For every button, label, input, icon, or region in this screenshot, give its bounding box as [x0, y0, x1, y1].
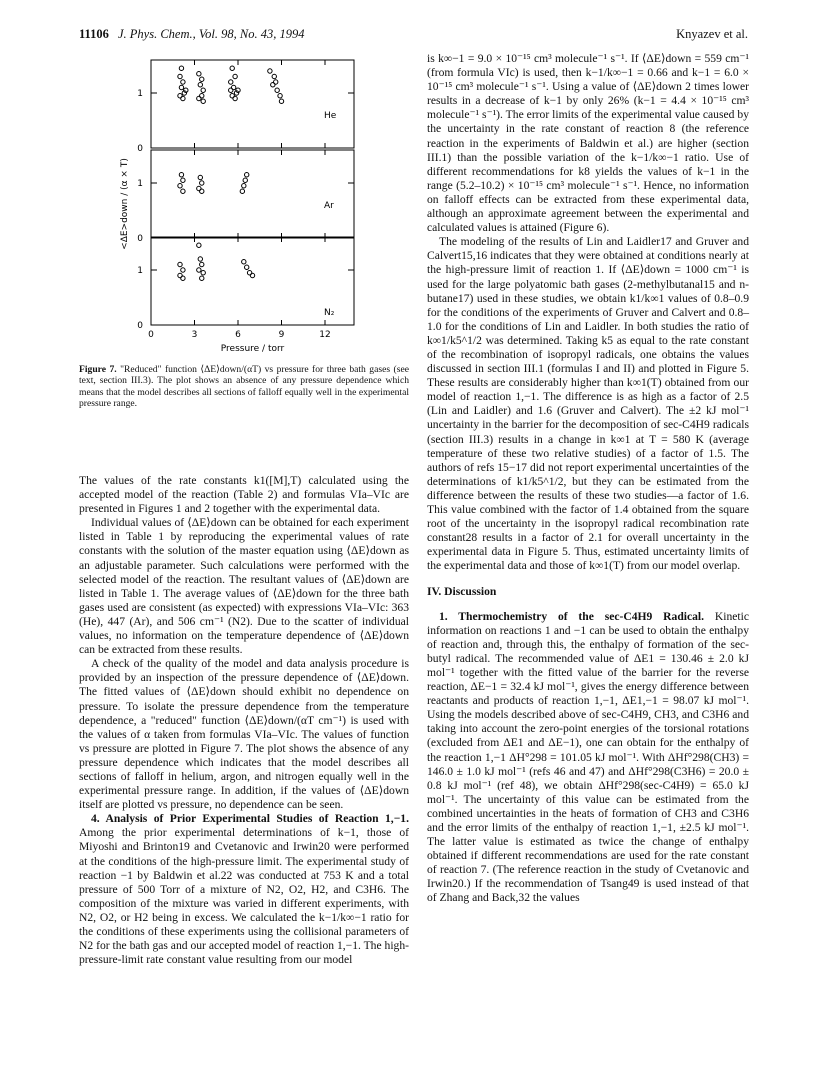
data-point: [242, 184, 246, 188]
journal-citation: J. Phys. Chem., Vol. 98, No. 43, 1994: [118, 27, 305, 41]
data-point: [201, 271, 205, 275]
data-point: [200, 276, 204, 280]
paragraph: A check of the quality of the model and data analysis procedure is provided by an inspection of the pressure dependence of ⟨ΔE⟩down. The fitted values of ⟨ΔE⟩down should exhibit no dependence on pressure. To isolate the pressure dependence from the temperature dependence, a "reduced" function ⟨ΔE⟩down/(αT cm⁻¹) is used with the values of α taken from formulas VIa–VIc. The values of function vs pressure are plotted in Figure 7. The plot shows the absence of any pressure dependence which indicates that the model describes all sections of falloff in helium, argon, and nitrogen equally well in the experimental pressure range. In addition, if the values of ⟨ΔE⟩down itself are plotted vs pressure, no dependence can be seen.: [79, 657, 409, 812]
data-point: [178, 184, 182, 188]
y-tick-label: 1: [137, 179, 143, 189]
data-point: [250, 273, 254, 277]
figure-caption-text: "Reduced" function ⟨ΔE⟩down/(αT) vs pressure for three bath gases (see text, section III.3). The plot shows an absence of any pressure dependence which means that the model describes all sections of falloff equally well in the experimental pressure range.: [79, 364, 409, 409]
data-point: [197, 243, 201, 247]
subsection-heading: 4. Analysis of Prior Experimental Studies of Reaction 1,−1.: [91, 812, 409, 826]
data-point: [198, 83, 202, 87]
y-tick-label: 0: [137, 321, 143, 331]
y-tick-label: 1: [137, 266, 143, 276]
data-point: [278, 94, 282, 98]
data-point: [240, 189, 244, 193]
y-tick-label: 0: [137, 234, 143, 244]
data-point: [181, 80, 185, 84]
data-point: [179, 85, 183, 89]
data-point: [279, 99, 283, 103]
data-point: [201, 99, 205, 103]
figure-caption: [79, 364, 409, 409]
y-tick-label: 0: [137, 144, 143, 154]
data-point: [181, 268, 185, 272]
data-point: [181, 276, 185, 280]
x-tick-label: 6: [235, 330, 241, 340]
data-point: [178, 262, 182, 266]
data-point: [200, 262, 204, 266]
data-point: [201, 88, 205, 92]
data-point: [200, 181, 204, 185]
left-column: [79, 474, 409, 967]
data-point: [233, 74, 237, 78]
data-point: [179, 173, 183, 177]
x-tick-label: 9: [278, 330, 285, 340]
data-point: [179, 66, 183, 70]
data-point: [272, 74, 276, 78]
data-point: [197, 96, 201, 100]
data-point: [178, 74, 182, 78]
data-point: [200, 189, 204, 193]
data-point: [198, 175, 202, 179]
paragraph: The modeling of the results of Lin and Laidler17 and Gruver and Calvert15,16 indicates that they were obtained at conditions nearly at the high-pressure limit of reaction 1. If ⟨ΔE⟩down = 1000 cm⁻¹ is used for the large polyatomic bath gases (2-methylbutanal15 and n-butane17) used in these studies, we obtain k1/k∞1 values of 0.8–0.9 for the conditions of the experiments of Gruver and Calvert and 0.8–1.0 for the conditions of Lin and Laidler. In both studies the ratio of k∞1/k5^1/2 was determined. Taking k5 as equal to the rate constant of the recombination of isopropyl radicals, one obtains the values discussed in section III.1 (formulas I and II) and plotted in Figure 5. These results are considerably higher than k∞1(T) obtained from our model of reaction 1,−1. The difference is as high as a factor of 2.5 (Lin and Laidler) and 1.6 (Gruver and Calvert). The ±2 kJ mol⁻¹ uncertainty in the barrier for the decomposition of sec-C4H9 radicals (section III.3) results in a change in k∞1 at T = 580 K (average temperature of these two relative studies) of a factor of 1.5. The authors of refs 15−17 did not report experimental uncertainties of the determinations of k1/k5^1/2, but they can be estimated from the difference between the results of these two studies—a factor of 1.6. This value combined with the factor of 1.4 obtained from the square root of the uncertainty in the isopropyl radical recombination rate constant28 results in a factor of 2.1 for overall uncertainty in the experimental data in Figure 5. Thus, estimated uncertainty limits of the experimental data and those of k∞1(T) from our model overlap.: [427, 235, 749, 573]
data-point: [268, 69, 272, 73]
data-point: [242, 260, 246, 264]
data-point: [200, 77, 204, 81]
panel-label: N₂: [324, 308, 335, 318]
data-point: [243, 178, 247, 182]
data-point: [181, 96, 185, 100]
data-point: [198, 257, 202, 261]
data-point: [181, 189, 185, 193]
panel-frame: [151, 60, 354, 148]
data-point: [197, 268, 201, 272]
running-authors: Knyazev et al.: [676, 27, 748, 41]
data-point: [245, 173, 249, 177]
paragraph: 4. Analysis of Prior Experimental Studies of Reaction 1,−1. Among the prior experimental determinations of k−1, those of Miyoshi and Brinton19 and Cvetanovic and Irwin20 were performed at the conditions of the high-pressure limit. The experimental study of reaction −1 by Baldwin et al.22 was conducted at 753 K and a total pressure of 500 Torr of a mixture of N2, O2, H2, and C3H6. The composition of the mixture was varied in different experiments, with N2, O2, or H2 being in excess. We calculated the k−1/k∞−1 ratio for the conditions of these experiments using the collisional parameters of N2 for the bath gas and our accepted model of reaction 1,−1. The high-pressure-limit rate constant value resulting from our model: [79, 812, 409, 967]
figure-7-chart: [79, 50, 419, 362]
y-axis-label: <ΔE>down / (α × T): [120, 158, 130, 250]
data-point: [229, 88, 233, 92]
paragraph: Individual values of ⟨ΔE⟩down can be obtained for each experiment listed in Table 1 by reproducing the experimental values of rate constants with the solution of the master equation using ⟨ΔE⟩down as an adjustable parameter. Such calculations were performed with the selected model of the reaction. The resultant values of ⟨ΔE⟩down are listed in Table 1. The average values of ⟨ΔE⟩down for the three bath gases used are consistent (as expected) with expressions VIa–VIc: 363 (He), 447 (Ar), and 506 cm⁻¹ (N2). Due to the scatter of individual values, no information on the temperature dependence of ⟨ΔE⟩down can be extracted from these results.: [79, 516, 409, 657]
y-tick-label: 1: [137, 89, 143, 99]
paragraph: The values of the rate constants k1([M],T) calculated using the accepted model of the reaction (Table 2) and formulas VIa–VIc are presented in Figures 1 and 2 together with the experimental data.: [79, 474, 409, 516]
data-point: [229, 80, 233, 84]
data-point: [197, 72, 201, 76]
section-heading: IV. Discussion: [427, 585, 497, 599]
data-point: [181, 178, 185, 182]
subsection-heading: 1. Thermochemistry of the sec-C4H9 Radical.: [439, 609, 705, 623]
page-header: [79, 27, 748, 43]
panel-label: He: [324, 111, 337, 121]
x-tick-label: 3: [191, 330, 198, 340]
paragraph: is k∞−1 = 9.0 × 10⁻¹⁵ cm³ molecule⁻¹ s⁻¹. If ⟨ΔE⟩down = 559 cm⁻¹ (from formula VIc) is used, then k−1/k∞−1 = 0.66 and k−1 = 6.0 × 10⁻¹⁵ cm³ molecule⁻¹ s⁻¹. Using a value of ⟨ΔE⟩down 2 times lower results in a decrease of k−1 by only 26% (k−1 = 4.4 × 10⁻¹⁵ cm³ molecule⁻¹ s⁻¹). The error limits of the experimental value caused by the uncertainty in the rate constant of reaction 8 (the reference reaction in the experiments of Baldwin et al.) are higher (section III.1) than the possible variation of the k−1/k∞−1 ratio. Use of different recommendations for k8 yields the values of k−1 in the range (5.2–10.2) × 10⁻¹⁵ cm³ molecule⁻¹ s⁻¹. Hence, no information on falloff effects can be extracted from these experimental data, although an approximate agreement between the experimental and calculated values is attained (Figure 6).: [427, 52, 749, 235]
paragraph: 1. Thermochemistry of the sec-C4H9 Radical. Kinetic information on reactions 1 and −1 can be used to obtain the enthalpy of reaction and, through this, the enthalpy of formation of the sec-butyl radical. The recommended value of ΔE1 = 130.46 ± 2.0 kJ mol⁻¹ together with the fitted value of the barrier for the reverse reaction, ΔE−1 = 32.4 kJ mol⁻¹, gives the energy difference between reactants and products of reaction 1,−1, ΔE1,−1 = 98.07 kJ mol⁻¹. Using the models described above of sec-C4H9, CH3, and C3H6 and taking into account the zero-point energies of the torsional rotations (excluded from ΔE1 and ΔE−1), one can obtain for the enthalpy of the reaction 1,−1 ΔH°298 = 101.05 kJ mol⁻¹. With ΔHf°298(CH3) = 146.0 ± 1.0 kJ mol⁻¹ (refs 46 and 47) and ΔHf°298(C3H6) = 20.0 ± 0.8 kJ mol⁻¹ (ref 48), we obtain ΔHf°298(sec-C4H9) = 65.0 kJ mol⁻¹. The uncertainty of this value can be estimated from the combined uncertainties in the heats of formation of CH3 and C3H6 and the error limits of the enthalpy of reaction 1,−1, ±2.5 kJ mol⁻¹. The latter value is estimated as twice the change of enthalpy obtained if different recommendations are used for the rate constant of reaction 7. (The reference reaction in the study of Cvetanovic and Irwin20.) If the recommendation of Tsang49 is used instead of that of Zhang and Back,32 the values: [427, 609, 749, 905]
data-point: [230, 66, 234, 70]
figure-caption-label: Figure 7.: [79, 364, 117, 375]
data-point: [275, 88, 279, 92]
x-axis-label: Pressure / torr: [220, 344, 285, 354]
x-tick-label: 12: [319, 330, 331, 340]
data-point: [245, 265, 249, 269]
data-point: [274, 80, 278, 84]
data-point: [233, 96, 237, 100]
panel-frame: [151, 150, 354, 238]
page-number: 11106: [79, 27, 109, 41]
x-tick-label: 0: [148, 330, 154, 340]
panel-label: Ar: [324, 201, 334, 211]
right-column: [427, 52, 749, 906]
